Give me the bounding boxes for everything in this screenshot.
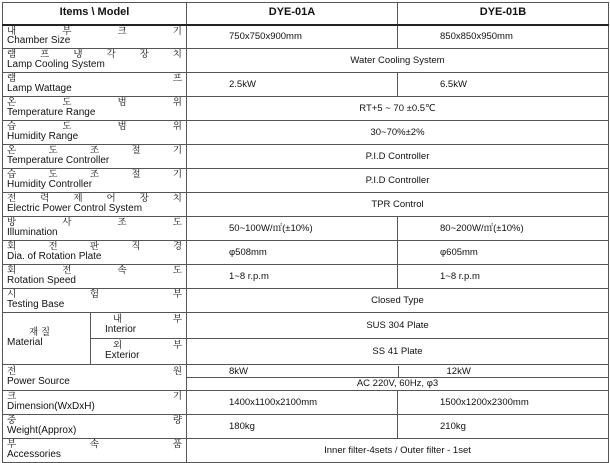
interior-ko-char: 내 xyxy=(113,314,123,326)
spec-label-cell xyxy=(3,49,187,73)
spec-label-cell xyxy=(3,415,187,439)
spec-label-cell xyxy=(3,241,187,265)
spec-label-ko-char: 방 xyxy=(7,217,17,229)
power-label-en: Power Source xyxy=(7,376,70,388)
exterior-ko-char: 부 xyxy=(172,340,182,352)
spec-label-ko-char: 각 xyxy=(106,49,116,61)
spec-value-both: RT+5 ~ 70 ±0.5℃ xyxy=(187,97,609,121)
spec-label-ko-char: 기 xyxy=(172,169,182,181)
spec-value-both: Water Cooling System xyxy=(187,49,609,73)
spec-value-a: 180kg xyxy=(187,415,398,439)
power-label-cell xyxy=(3,365,187,391)
spec-label-cell xyxy=(3,439,187,463)
spec-label-en: Accessories xyxy=(7,449,61,461)
spec-value-a: 750x750x900mm xyxy=(187,25,398,49)
spec-label-en: Dimension(WxDxH) xyxy=(7,401,95,413)
spec-label-ko-char: 조 xyxy=(89,169,100,181)
spec-label-ko-char: 시 xyxy=(7,289,17,301)
material-interior-row xyxy=(3,313,609,339)
exterior-ko-char: 외 xyxy=(113,340,123,352)
spec-label-ko-char: 치 xyxy=(172,193,182,205)
spec-label-en: Rotation Speed xyxy=(7,275,76,287)
spec-row xyxy=(3,121,609,145)
spec-label-en: Temperature Controller xyxy=(7,155,110,167)
spec-label-ko-char: 속 xyxy=(89,439,100,451)
power-value-a: 8kW xyxy=(229,365,248,377)
spec-value-b: 1500x1200x2300mm xyxy=(398,391,609,415)
power-ko-char: 원 xyxy=(172,366,182,378)
spec-label-ko-char: 프 xyxy=(40,49,50,61)
exterior-label-en: Exterior xyxy=(105,350,140,362)
spec-label-ko-char: 크 xyxy=(7,391,17,403)
spec-label-en: Lamp Cooling System xyxy=(7,59,105,71)
spec-label-ko-char: 온 xyxy=(7,97,17,109)
spec-label-ko-char: 기 xyxy=(172,391,182,403)
spec-row xyxy=(3,97,609,121)
spec-label-ko-char: 크 xyxy=(117,25,127,37)
spec-label-ko-char: 냉 xyxy=(73,49,83,61)
spec-value-b: φ605mm xyxy=(398,241,609,265)
spec-label-en: Humidity Range xyxy=(7,131,79,143)
material-label-ko: 재 질 xyxy=(29,327,50,339)
spec-label-en: Temperature Range xyxy=(7,107,96,119)
spec-label-ko-char: 량 xyxy=(172,415,182,427)
spec-label-ko-char: 범 xyxy=(117,121,127,133)
spec-label-cell xyxy=(3,97,187,121)
spec-label-ko-char: 램 xyxy=(7,73,17,85)
spec-label-ko-char: 도 xyxy=(48,145,58,157)
exterior-value: SS 41 Plate xyxy=(187,339,609,365)
spec-value-a: 1400x1100x2100mm xyxy=(187,391,398,415)
spec-value-a: 2.5kW xyxy=(187,73,398,97)
spec-value-b: 210kg xyxy=(398,415,609,439)
spec-label-en: Electric Power Control System xyxy=(7,203,143,215)
spec-row xyxy=(3,193,609,217)
spec-value-a: φ508mm xyxy=(187,241,398,265)
spec-label-ko-char: 램 xyxy=(7,49,17,61)
spec-table xyxy=(2,2,609,463)
spec-value-both: Inner filter-4sets / Outer filter - 1set xyxy=(187,439,609,463)
spec-value-both: P.I.D Controller xyxy=(187,169,609,193)
spec-value-b: 80~200W/㎡(±10%) xyxy=(398,217,609,241)
interior-label-en: Interior xyxy=(105,324,137,336)
spec-label-ko-char: 습 xyxy=(7,169,17,181)
spec-value-b: 850x850x950mm xyxy=(398,25,609,49)
spec-label-cell xyxy=(3,145,187,169)
spec-value-both: TPR Control xyxy=(187,193,609,217)
spec-label-en: Dia. of Rotation Plate xyxy=(7,251,102,263)
spec-row xyxy=(3,391,609,415)
spec-label-ko-char: 도 xyxy=(62,97,72,109)
spec-label-ko-char: 위 xyxy=(172,97,182,109)
material-label-cell xyxy=(3,313,91,365)
spec-label-ko-char: 치 xyxy=(172,49,182,61)
spec-label-ko-char: 속 xyxy=(117,265,127,277)
spec-label-ko-char: 장 xyxy=(139,193,149,205)
spec-label-ko-char: 험 xyxy=(89,289,100,301)
spec-label-ko-char: 전 xyxy=(48,241,58,253)
spec-label-ko-char: 장 xyxy=(139,49,149,61)
spec-label-cell xyxy=(3,73,187,97)
material-exterior-row xyxy=(3,339,609,365)
power-value-both: AC 220V, 60Hz, φ3 xyxy=(356,377,439,389)
power-value-b: 12kW xyxy=(398,366,609,378)
spec-label-cell xyxy=(3,169,187,193)
spec-value-b: 1~8 r.p.m xyxy=(398,265,609,289)
spec-row xyxy=(3,439,609,463)
exterior-label-cell xyxy=(91,339,187,365)
power-value-cell xyxy=(187,365,609,391)
spec-label-ko-char: 내 xyxy=(7,25,17,37)
header-row xyxy=(3,3,609,25)
spec-label-ko-char: 도 xyxy=(62,121,72,133)
spec-row xyxy=(3,73,609,97)
spec-label-cell xyxy=(3,265,187,289)
spec-value-both: P.I.D Controller xyxy=(187,145,609,169)
spec-label-ko-char: 력 xyxy=(40,193,50,205)
spec-label-ko-char: 전 xyxy=(7,193,17,205)
spec-row xyxy=(3,49,609,73)
spec-label-ko-char: 판 xyxy=(89,241,100,253)
spec-label-ko-char: 범 xyxy=(117,97,127,109)
interior-value: SUS 304 Plate xyxy=(187,313,609,339)
spec-label-ko-char: 품 xyxy=(172,439,182,451)
spec-row xyxy=(3,265,609,289)
spec-value-both: Closed Type xyxy=(187,289,609,313)
spec-label-ko-char: 어 xyxy=(106,193,116,205)
spec-label-en: Testing Base xyxy=(7,299,65,311)
spec-label-en: Illumination xyxy=(7,227,58,239)
spec-label-cell xyxy=(3,391,187,415)
spec-label-ko-char: 프 xyxy=(172,73,182,85)
spec-label-ko-char: 직 xyxy=(131,241,141,253)
spec-label-cell xyxy=(3,193,187,217)
spec-label-ko-char: 부 xyxy=(7,439,17,451)
spec-row xyxy=(3,217,609,241)
spec-label-ko-char: 도 xyxy=(172,265,182,277)
spec-value-b: 6.5kW xyxy=(398,73,609,97)
spec-label-en: Weight(Approx) xyxy=(7,425,77,437)
spec-label-ko-char: 제 xyxy=(73,193,83,205)
material-label-en: Material xyxy=(7,337,43,349)
spec-label-ko-char: 중 xyxy=(7,415,17,427)
spec-label-ko-char: 부 xyxy=(62,25,72,37)
spec-label-cell xyxy=(3,121,187,145)
spec-label-ko-char: 온 xyxy=(7,145,17,157)
spec-label-en: Humidity Controller xyxy=(7,179,93,191)
spec-label-ko-char: 도 xyxy=(172,217,182,229)
spec-row xyxy=(3,415,609,439)
interior-label-cell xyxy=(91,313,187,339)
spec-label-ko-char: 기 xyxy=(172,25,182,37)
spec-label-cell xyxy=(3,25,187,49)
spec-row xyxy=(3,289,609,313)
spec-row xyxy=(3,25,609,49)
spec-label-ko-char: 절 xyxy=(131,145,141,157)
spec-label-ko-char: 회 xyxy=(7,241,17,253)
spec-label-ko-char: 조 xyxy=(89,145,100,157)
spec-row xyxy=(3,145,609,169)
spec-label-ko-char: 도 xyxy=(48,169,58,181)
spec-row xyxy=(3,169,609,193)
spec-value-a: 1~8 r.p.m xyxy=(187,265,398,289)
header-model-a: DYE-01A xyxy=(187,3,398,25)
spec-row xyxy=(3,241,609,265)
spec-value-both: 30~70%±2% xyxy=(187,121,609,145)
spec-label-ko-char: 부 xyxy=(172,289,182,301)
spec-label-ko-char: 조 xyxy=(117,217,127,229)
power-ko-char: 전 xyxy=(7,366,17,378)
spec-label-ko-char: 습 xyxy=(7,121,17,133)
spec-label-ko-char: 절 xyxy=(131,169,141,181)
spec-label-ko-char: 위 xyxy=(172,121,182,133)
spec-label-ko-char: 회 xyxy=(7,265,17,277)
interior-ko-char: 부 xyxy=(172,314,182,326)
header-items: Items \ Model xyxy=(3,3,187,25)
power-row xyxy=(3,365,609,391)
spec-label-ko-char: 전 xyxy=(62,265,72,277)
spec-label-ko-char: 기 xyxy=(172,145,182,157)
spec-label-cell xyxy=(3,289,187,313)
spec-label-ko-char: 사 xyxy=(62,217,72,229)
header-model-b: DYE-01B xyxy=(398,3,609,25)
spec-label-en: Chamber Size xyxy=(7,35,71,47)
spec-value-a: 50~100W/㎡(±10%) xyxy=(187,217,398,241)
spec-label-cell xyxy=(3,217,187,241)
spec-label-en: Lamp Wattage xyxy=(7,83,72,95)
spec-label-ko-char: 경 xyxy=(172,241,182,253)
